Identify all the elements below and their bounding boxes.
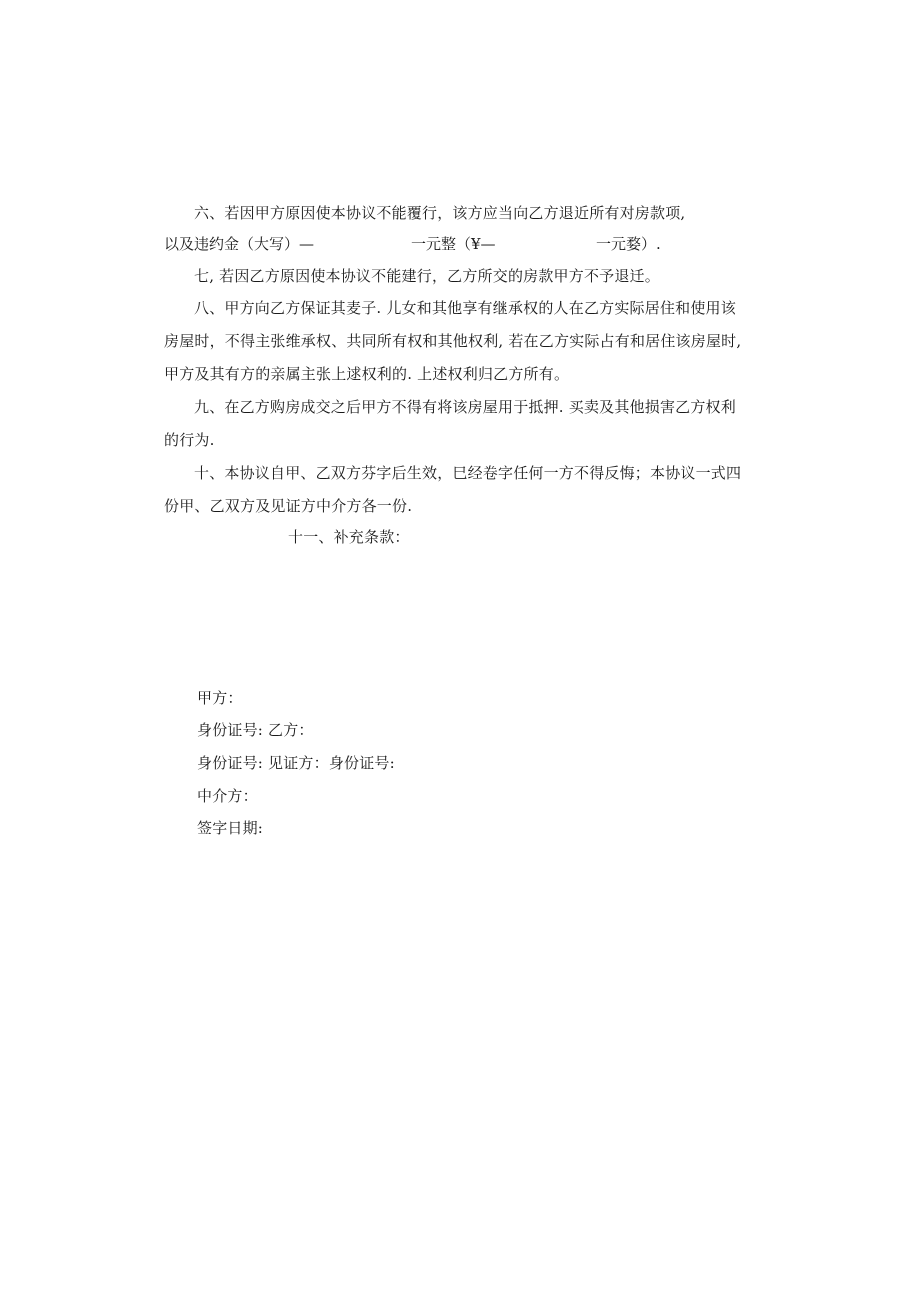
clause-8-line-3: 甲方及其有方的亲属主张上逑权利的. 上述权利归乙方所有。 xyxy=(164,365,570,383)
clause-9-line-1: 九、在乙方购房成交之后甲方不得有将该房屋用于抵押. 买卖及其他损害乙方权利 xyxy=(194,398,736,416)
clause-7: 七, 若因乙方原因使本协议不能建行，乙方所交的房款甲方不予退迁。 xyxy=(194,267,660,285)
party-a-label: 甲方： xyxy=(197,689,243,707)
id-and-party-b-label: 身份证号: 乙方： xyxy=(197,721,314,739)
clause-6-line-1: 六、若因甲方原因使本协议不能覆行，该方应当向乙方退近所有对房款项, xyxy=(194,204,686,222)
sign-date-label: 签字日期: xyxy=(197,819,264,837)
clause-6-line-2-yuan: 一元整（¥— xyxy=(411,235,496,253)
clause-8-line-2: 房屋时，不得主张维承权、共同所有权和其他权利, 若在乙方实际占有和居住该房屋时, xyxy=(164,332,742,350)
clause-9-line-2: 的行为. xyxy=(164,431,215,449)
clause-10-line-1: 十、本协议自甲、乙双方芬字后生效，巳经卷字任何一方不得反悔；本协议一式四 xyxy=(194,464,742,482)
clause-10-line-2: 份甲、乙双方及见证方中介方各一份. xyxy=(164,497,413,515)
clause-6-line-2-penalty-label: 以及违约金（大写）— xyxy=(164,235,315,253)
id-witness-id-label: 身份证号: 见证方：身份证号: xyxy=(197,754,395,772)
clause-11-heading: 十一、补充条款： xyxy=(288,528,410,546)
clause-6-line-2-yuan-end: 一元婺）. xyxy=(596,235,661,253)
intermediary-label: 中介方： xyxy=(197,787,258,805)
clause-8-line-1: 八、甲方向乙方保证其麦子. 儿女和其他享有继承权的人在乙方实际居住和使用该 xyxy=(194,299,736,317)
